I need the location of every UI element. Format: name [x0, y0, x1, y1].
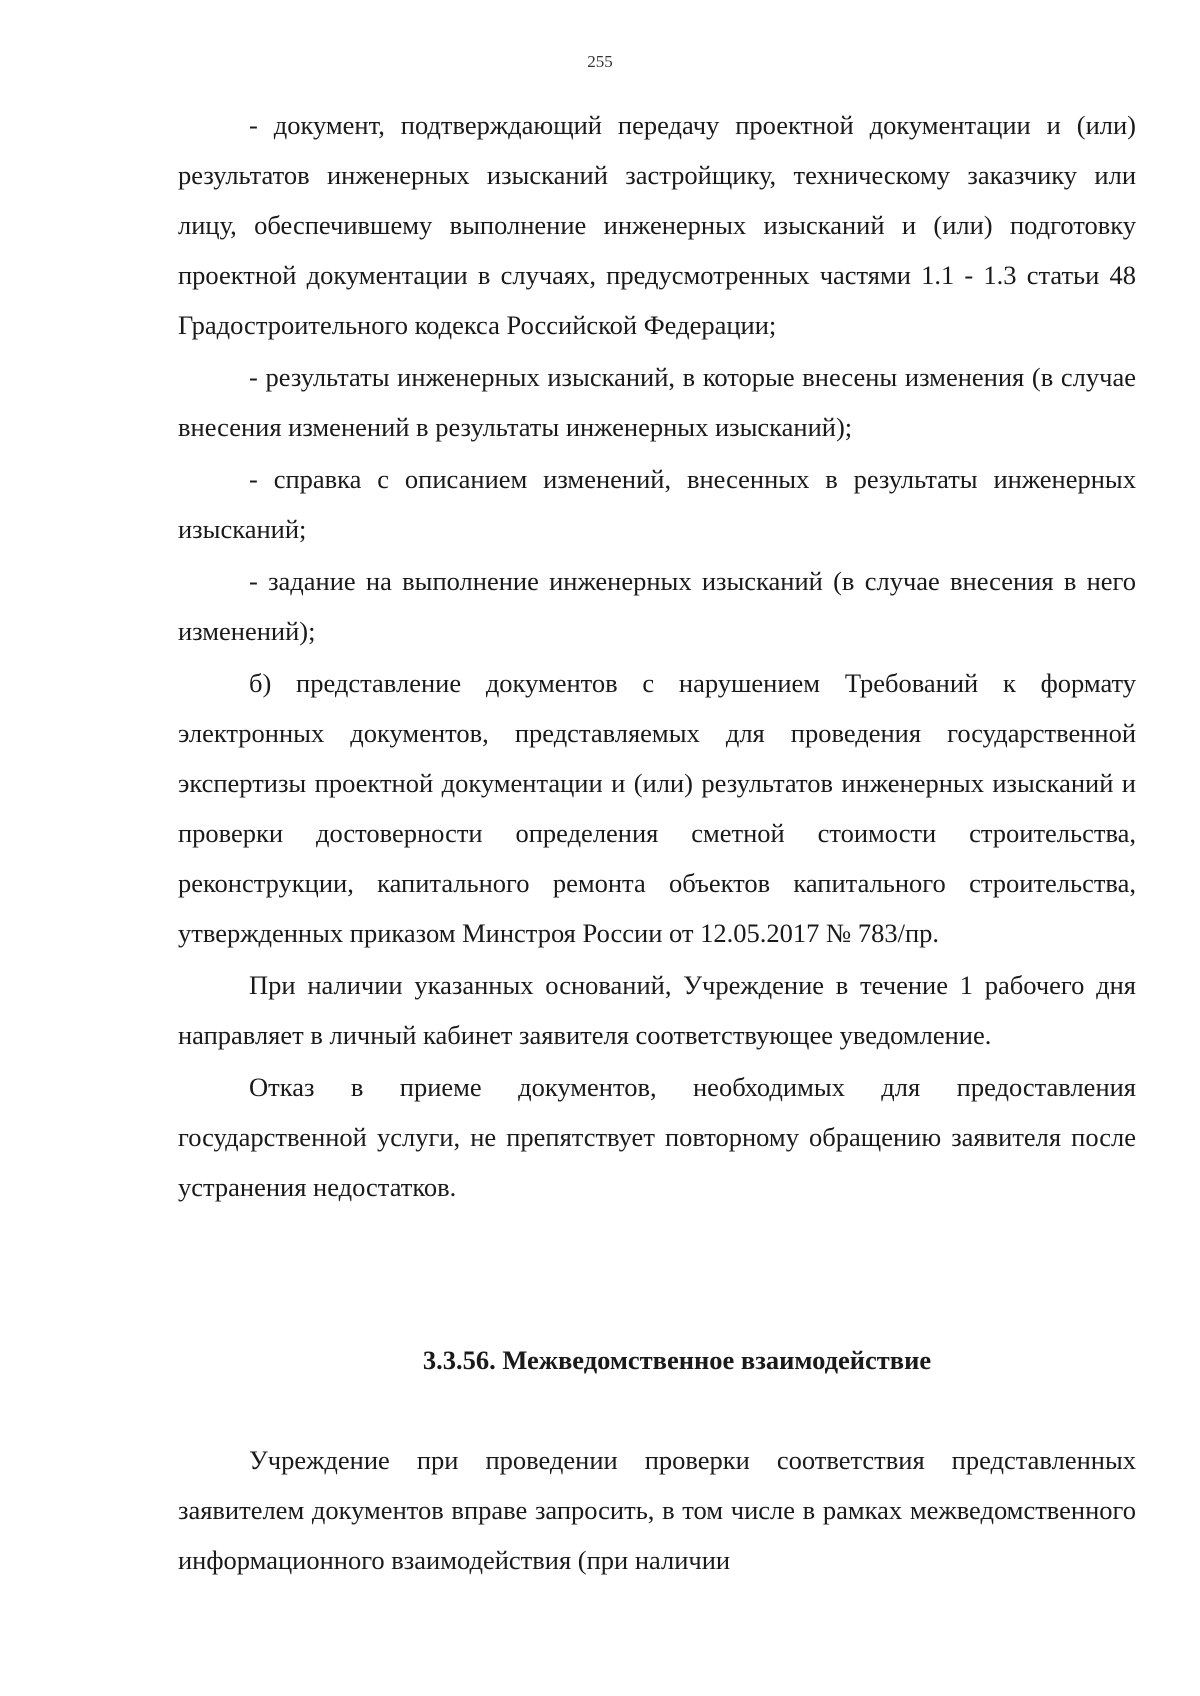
- section-heading: 3.3.56. Межведомственное взаимодействие: [422, 1345, 932, 1375]
- paragraph: - задание на выполнение инженерных изысканий (в случае внесения в него изменений);: [178, 566, 1136, 646]
- body-text: [178, 100, 1136, 1212]
- paragraph: б) представление документов с нарушением Требований к формату электронных документов, представляемых для проведения государственной экспертизы проектной документации и (или) результатов инженерных изысканий и проверки достоверности определения сметной стоимости строительства, реконструкции, капитального ремонта объектов капитального строительства, утвержденных приказом Минстроя России от 12.05.2017 № 783/пр.: [178, 668, 1136, 948]
- paragraph: - справка с описанием изменений, внесенных в результаты инженерных изысканий;: [178, 464, 1136, 544]
- body-text-after-heading: [178, 1435, 1136, 1585]
- paragraph: - документ, подтверждающий передачу проектной документации и (или) результатов инженерных изысканий застройщику, техническому заказчику или лицу, обеспечившему выполнение инженерных изысканий и (или) подготовку проектной документации в случаях, предусмотренных частями 1.1 - 1.3 статьи 48 Градостроительного кодекса Российской Федерации;: [178, 110, 1136, 340]
- paragraph: Учреждение при проведении проверки соответствия представленных заявителем документов вправе запросить, в том числе в рамках межведомственного информационного взаимодействия (при наличии: [178, 1445, 1136, 1575]
- paragraph: - результаты инженерных изысканий, в которые внесены изменения (в случае внесения изменений в результаты инженерных изысканий);: [178, 362, 1136, 442]
- page-number: 255: [587, 52, 613, 71]
- paragraph: Отказ в приеме документов, необходимых для предоставления государственной услуги, не препятствует повторному обращению заявителя после устранения недостатков.: [178, 1072, 1136, 1202]
- paragraph: При наличии указанных оснований, Учреждение в течение 1 рабочего дня направляет в личный кабинет заявителя соответствующее уведомление.: [178, 970, 1136, 1050]
